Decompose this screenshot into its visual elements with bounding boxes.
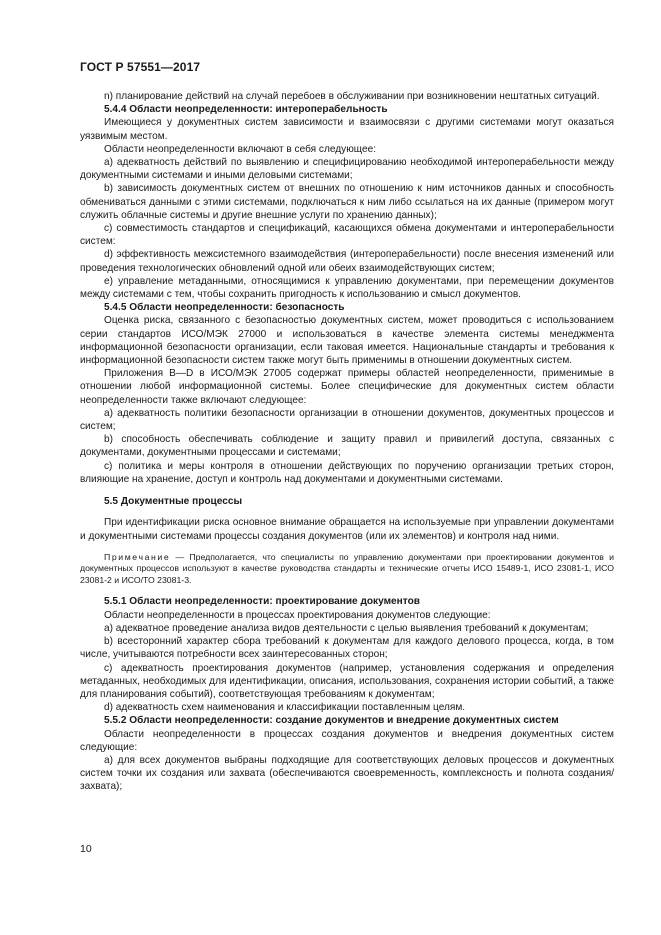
note-text: — Предполагается, что специалисты по управлению документами при проектировании документов и документных процессов используют в качестве руководства стандарты и технические отчеты ИСО 15489-1, ИСО 23081-1, ИСО 23081-2 и ИСО/ТО 23081-3. — [80, 551, 614, 585]
list-item: a) адекватное проведение анализа видов деятельности с целью выявления требований к документам; — [104, 622, 589, 634]
list-item: n) планирование действий на случай перебоев в обслуживании при возникновении нештатных ситуаций. — [104, 91, 600, 102]
list-item: a) для всех документов выбраны подходящие для соответствующих деловых процессов и документных систем точки их создания или захвата (обеспечиваются своевременность, комплексность и полнота создания/захвата); — [80, 754, 614, 793]
section-heading-5-5: 5.5 Документные процессы — [104, 496, 243, 508]
section-heading-5-5-2: 5.5.2 Области неопределенности: создание документов и внедрение документных систем — [104, 715, 559, 727]
list-item: b) зависимость документных систем от внешних по отношению к ним источников данных и способность обмениваться данными с этими системами, подключаться к ним либо ссылаться на их данные (примером могут служить облачные системы и другие внешние услуги по хранению данных); — [80, 183, 614, 221]
list-item: c) совместимость стандартов и спецификаций, касающихся обмена документами и интероперабельности систем: — [80, 223, 614, 248]
page-number: 10 — [80, 843, 92, 855]
paragraph: Области неопределенности в процессах проектирования документов следующие: — [104, 609, 491, 621]
note-label: Примечание — [104, 551, 171, 562]
note — [80, 552, 614, 587]
list-item: b) способность обеспечивать соблюдение и защиту правил и привилегий доступа, связанных с документами, документными процессами и системами; — [80, 434, 614, 459]
list-item: e) управление метаданными, относящимися к управлению документами, при перемещении документов между системами с тем, чтобы сохранить пригодность к использованию и смысл документов. — [80, 275, 614, 301]
list-item: b) всесторонний характер сбора требований к документам для каждого делового процесса, когда, в том числе, учитываются потребности всех заинтересованных сторон; — [80, 636, 614, 661]
paragraph: Области неопределенности включают в себя следующее: — [104, 143, 376, 155]
paragraph: Области неопределенности в процессах создания документов и внедрения документных систем следующие: — [80, 728, 614, 753]
list-item: a) адекватность политики безопасности организации в отношении документов, документных процессов и систем; — [80, 407, 614, 433]
section-heading-5-4-5: 5.4.5 Области неопределенности: безопасность — [104, 302, 345, 314]
list-item: a) адекватность действий по выявлению и специфицированию необходимой интероперабельности между документными системами и иными деловыми системами; — [80, 157, 614, 182]
list-item: c) адекватность проектирования документов (например, установления содержания и определения метаданных, необходимых для идентификации, описания, использования, сохранения истории событий, а также для планирования событий), соответствующая требованиям к документам; — [80, 662, 614, 700]
section-heading-5-5-1: 5.5.1 Области неопределенности: проектирование документов — [104, 596, 420, 608]
list-item: d) эффективность межсистемного взаимодействия (интероперабельности) после внесения изменений или проведения технологических обновлений одной или обеих взаимодействующих систем; — [80, 249, 614, 274]
list-item: c) политика и меры контроля в отношении действующих по поручению организации третьих сторон, влияющие на хранение, доступ и контроль над документами и документными системами. — [80, 460, 614, 485]
paragraph: Приложения B—D в ИСО/МЭК 27005 содержат примеры областей неопределенности, применимые в отношении любой информационной системы. Более специфические для документных систем области неопределенности также включают следующее: — [80, 368, 614, 406]
paragraph: При идентификации риска основное внимание обращается на используемые при управлении документами и документными системами процессы создания документов (или их элементов) и контроля над ними. — [80, 517, 614, 542]
page-body — [80, 90, 614, 794]
paragraph: Имеющиеся у документных систем зависимости и взаимосвязи с другими системами могут оказаться уязвимым местом. — [80, 117, 614, 142]
section-heading-5-4-4: 5.4.4 Области неопределенности: интероперабельность — [104, 104, 388, 116]
paragraph: Оценка риска, связанного с безопасностью документных систем, может проводиться с использованием серии стандартов ИСО/МЭК 27000 и использоваться в качестве элемента системы менеджмента информационной безопасности организации, если таковая имеется. Национальные стандарты и требования к информационной безопасности систем также могут быть применимы в отношении документных систем. — [80, 315, 614, 367]
list-item: d) адекватность схем наименования и классификации поставленным целям. — [104, 702, 466, 714]
document-id-header: ГОСТ Р 57551—2017 — [80, 60, 201, 74]
